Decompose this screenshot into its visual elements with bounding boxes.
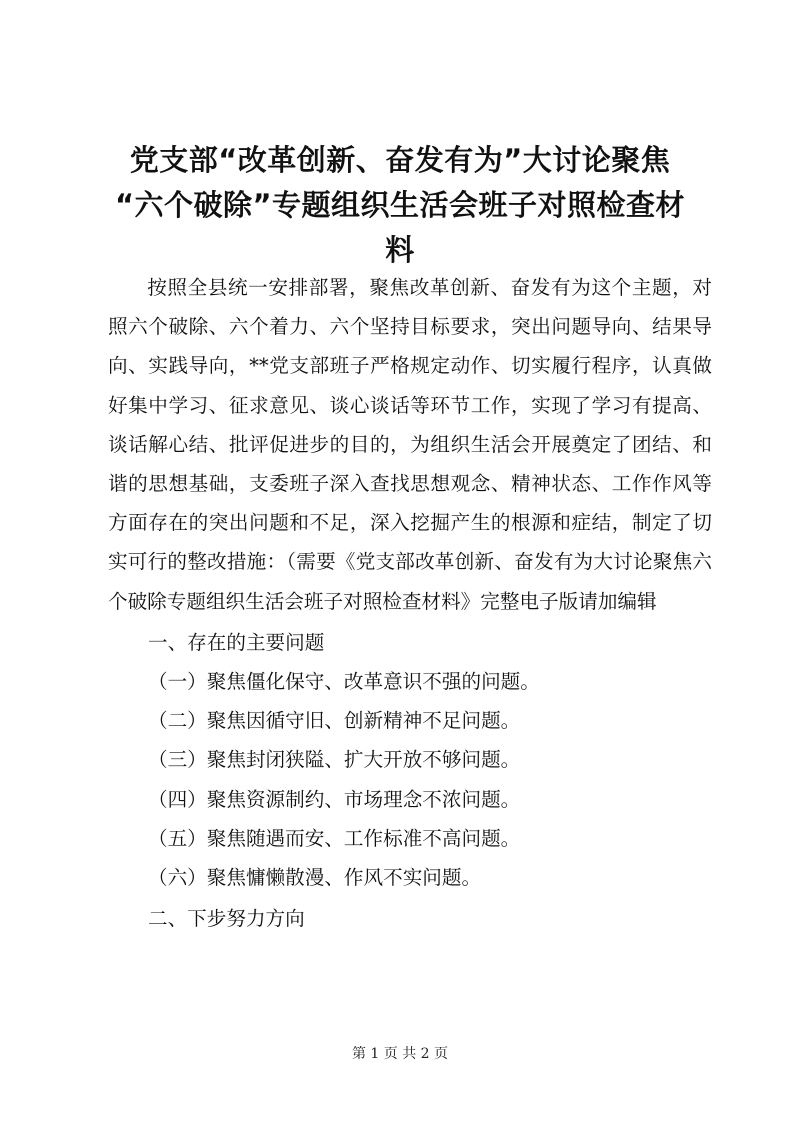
- section-heading-problems: 一、存在的主要问题: [148, 630, 325, 654]
- problem-item: （三）聚焦封闭狭隘、扩大开放不够问题。: [148, 748, 521, 772]
- title-line-2: “六个破除”专题组织生活会班子对照检查材: [114, 188, 686, 222]
- problem-item: （五）聚焦随遇而安、工作标准不高问题。: [148, 826, 521, 850]
- problem-item: （四）聚焦资源制约、市场理念不浓问题。: [148, 787, 521, 811]
- title-line-1: 党支部“改革创新、奋发有为”大讨论聚焦: [129, 143, 671, 177]
- problem-item: （二）聚焦因循守旧、创新精神不足问题。: [148, 709, 521, 733]
- page-footer: 第 1 页 共 2 页: [351, 1046, 449, 1062]
- problem-item: （一）聚焦僵化保守、改革意识不强的问题。: [148, 670, 540, 694]
- intro-paragraph: 按照全县统一安排部署，聚焦改革创新、奋发有为这个主题，对照六个破除、六个着力、六个坚持目标要求，突出问题导向、结果导向、实践导向，**党支部班子严格规定动作、切实履行程序，认真做好集中学习、征求意见、谈心谈话等环节工作，实现了学习有提高、谈话解心结、批评促进步的目的，为组织生活会开展奠定了团结、和谐的思想基础，支委班子深入查找思想观念、精神状态、工作作风等方面存在的突出问题和不足，深入挖掘产生的根源和症结，制定了切实可行的整改措施：（需要《党支部改革创新、奋发有为大讨论聚焦六个破除专题组织生活会班子对照检查材料》完整电子版请加编辑: [108, 276, 712, 613]
- document-title: [100, 138, 700, 273]
- section-heading-direction: 二、下步努力方向: [148, 907, 305, 931]
- problem-item: （六）聚焦慵懒散漫、作风不实问题。: [148, 866, 482, 890]
- title-line-3: 料: [385, 233, 415, 267]
- document-body: [108, 268, 712, 938]
